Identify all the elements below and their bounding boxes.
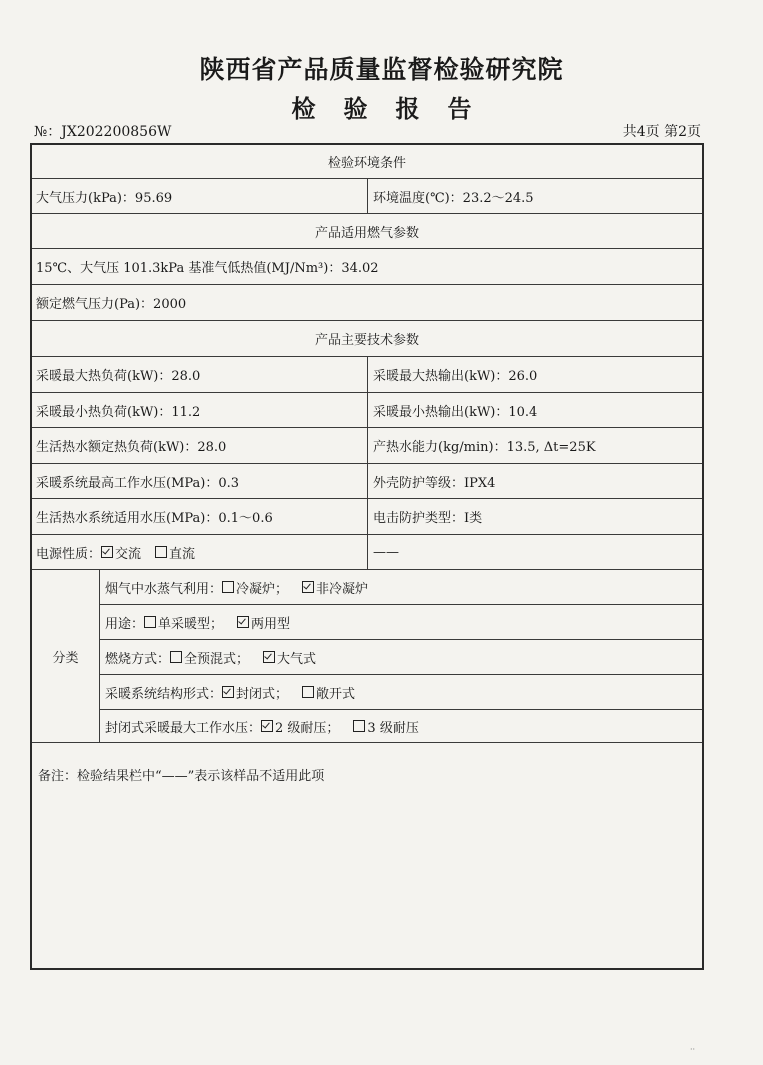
footer-mark: ·· [690,1045,696,1054]
institution-name: 陕西省产品质量监督检验研究院 [199,55,564,84]
option-1 [261,717,339,736]
option-2 [302,683,355,702]
classification-row-label: 封闭式采暖最大工作水压： [105,720,262,736]
page-count: 共4页 第2页 [622,124,701,140]
unchecked-box-icon [170,651,182,663]
tech-row [32,464,702,499]
heating-value: 15℃、大气压 101.3kPa 基准气低热值(MJ/Nm³)：34.02 [36,261,379,276]
classification-row [100,640,702,675]
pressure-cell: 大气压力(kPa)：95.69 [32,179,368,213]
option-2 [302,578,368,597]
option-label: 全预混式； [184,651,250,667]
rated-pressure-row [32,285,702,321]
tech-cell-left: 采暖最小热负荷(kW)：11.2 [32,393,368,427]
tech-row [32,499,702,535]
unchecked-box-icon [302,686,314,698]
option-label: 2 级耐压； [275,720,340,736]
tech-cell-left: 采暖最大热负荷(kW)：28.0 [32,357,368,392]
power-ac-option [101,543,141,562]
report-number: №：JX202200856W [34,124,172,140]
report-table [30,143,704,970]
remark-note: 备注：检验结果栏中“——”表示该样品不适用此项 [38,769,325,784]
classification-row-label: 烟气中水蒸气利用： [105,581,223,597]
checked-box-icon [263,651,275,663]
option-1 [222,578,288,597]
tech-cell-right: 外壳防护等级：IPX4 [373,475,496,491]
checked-box-icon [101,546,113,558]
gas-section-title: 产品适用燃气参数 [314,225,419,241]
unchecked-box-icon [144,616,156,628]
report-title: 检验报告 [291,95,500,123]
rated-gas-pressure: 额定燃气压力(Pa)：2000 [36,297,187,312]
temperature-cell: 环境温度(℃)：23.2～24.5 [373,190,534,206]
option-1 [222,683,288,702]
gas-section-header [32,214,702,249]
unchecked-box-icon [222,581,234,593]
tech-section-title: 产品主要技术参数 [314,333,419,348]
option-label: 3 级耐压 [367,720,419,736]
heating-value-row [32,249,702,285]
tech-cell-right: 采暖最小热输出(kW)：10.4 [373,404,538,420]
checked-box-icon [237,616,249,628]
option-label: 敞开式 [316,686,356,702]
classification-label: 分类 [32,570,100,742]
checked-box-icon [222,686,234,698]
classification-row [100,570,702,605]
classification-row [100,675,702,710]
unchecked-box-icon [155,546,167,558]
power-dc-option [155,543,195,562]
classification-row-label: 采暖系统结构形式： [105,686,223,702]
power-row [32,535,702,570]
tech-row [32,393,702,428]
tech-row [32,428,702,464]
option-label: 冷凝炉； [236,581,289,597]
power-type-cell [32,535,368,569]
classification-row-label: 用途： [105,616,145,632]
option-label: 单采暖型； [158,616,224,632]
checked-box-icon [302,581,314,593]
checked-box-icon [261,720,273,732]
tech-cell-left: 生活热水系统适用水压(MPa)：0.1～0.6 [32,499,368,534]
tech-cell-right: 采暖最大热输出(kW)：26.0 [373,369,538,384]
tech-cell-right: 产热水能力(kg/min)：13.5, Δt=25K [373,440,596,455]
tech-cell-left: 生活热水额定热负荷(kW)：28.0 [32,428,368,463]
tech-cell-left: 采暖系统最高工作水压(MPa)：0.3 [32,464,368,498]
option-label: 两用型 [251,616,291,632]
classification-row [100,710,702,742]
unchecked-box-icon [353,720,365,732]
classification-row [100,605,702,640]
classification-block [32,570,702,743]
option-2 [353,717,418,736]
option-label: 直流 [169,546,196,562]
env-section-header [32,145,702,179]
option-1 [144,613,223,632]
option-label: 封闭式； [236,686,289,702]
tech-cell-right: 电击防护类型：Ⅰ类 [373,511,483,526]
option-2 [237,613,290,632]
tech-section-header [32,321,702,357]
option-label: 大气式 [277,651,317,667]
classification-row-label: 燃烧方式： [105,651,171,667]
option-label: 非冷凝炉 [316,581,369,597]
option-1 [170,648,249,667]
option-2 [263,648,316,667]
power-type-label: 电源性质： [36,546,102,562]
tech-row [32,357,702,393]
power-right-cell: —— [373,544,399,560]
env-row [32,179,702,214]
option-label: 交流 [115,546,142,562]
env-section-title: 检验环境条件 [327,156,406,171]
